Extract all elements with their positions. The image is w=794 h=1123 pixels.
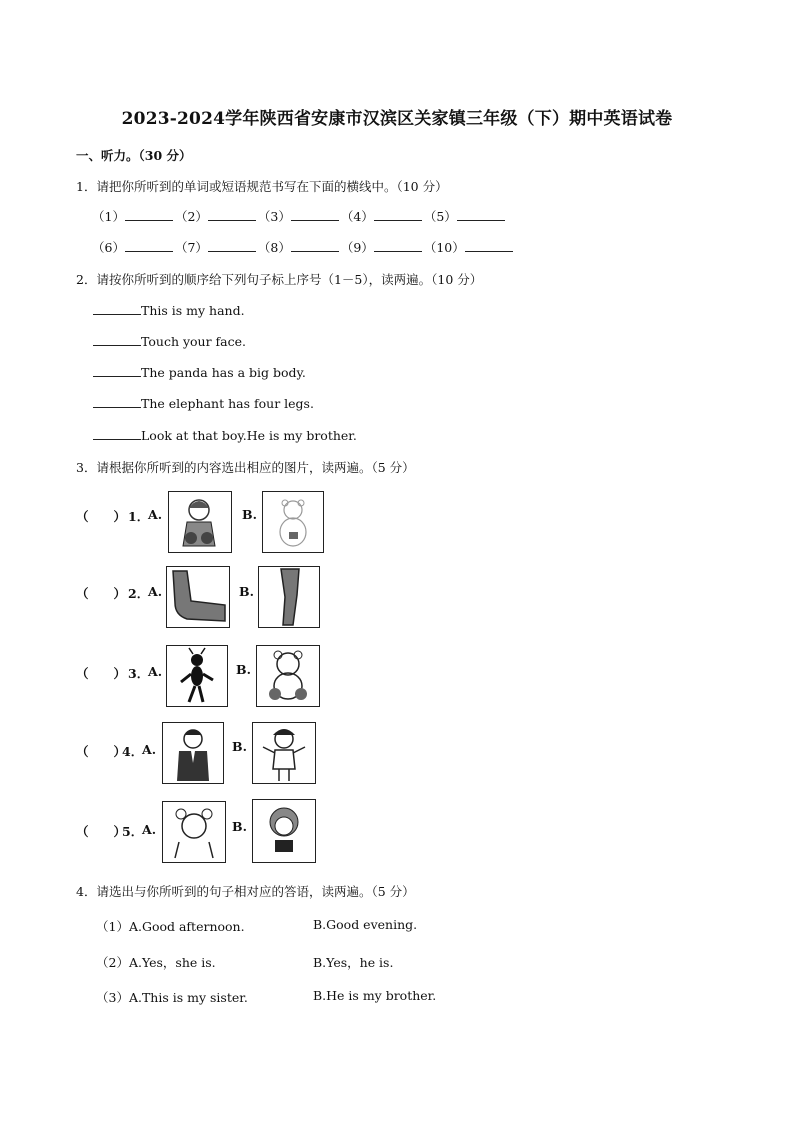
order-blank[interactable] xyxy=(93,364,141,377)
answer-paren[interactable]: （ ） xyxy=(76,509,127,524)
order-blank[interactable] xyxy=(93,427,141,440)
q2-item xyxy=(93,333,246,349)
answer-blank[interactable] xyxy=(374,220,422,221)
option-a[interactable]: A.Yes，she is. xyxy=(128,955,216,970)
q4-number: （3） xyxy=(96,990,129,1005)
q4-number: （2） xyxy=(96,955,129,970)
q2-sentence: Touch your face. xyxy=(141,334,247,349)
option-b-label: B. xyxy=(232,819,247,834)
q2-item xyxy=(93,364,306,380)
q2-item xyxy=(93,427,357,443)
q1-row2 xyxy=(92,238,515,256)
q2-sentence: The elephant has four legs. xyxy=(141,396,314,411)
q2-stem: 2．请按你所听到的顺序给下列句子标上序号（1－5），读两遍。（10 分） xyxy=(76,272,483,287)
answer-blank[interactable] xyxy=(125,220,173,221)
option-a-label: A. xyxy=(142,742,157,757)
q1-blank-label: （7） xyxy=(174,240,208,255)
q2-item xyxy=(93,395,314,411)
q4-number: （1） xyxy=(96,919,129,934)
order-blank[interactable] xyxy=(93,395,141,408)
q4-item xyxy=(96,988,248,1006)
option-b[interactable]: B.Yes，he is. xyxy=(313,955,394,970)
option-b-label: B. xyxy=(239,584,254,599)
boy-icon[interactable] xyxy=(252,722,316,784)
q3-number: 1． xyxy=(128,509,150,524)
leg-icon[interactable] xyxy=(258,566,320,628)
q3-number: 3． xyxy=(128,666,150,681)
option-a[interactable]: A.This is my sister. xyxy=(128,990,248,1005)
girl-waving-icon[interactable] xyxy=(162,801,226,863)
option-a[interactable]: A.Good afternoon. xyxy=(128,919,245,934)
q1-row1 xyxy=(92,207,507,225)
answer-blank[interactable] xyxy=(374,251,422,252)
option-b-label: B. xyxy=(242,507,257,522)
q1-blank-label: （8） xyxy=(257,240,291,255)
q4-item xyxy=(96,917,245,935)
q3-number: 2． xyxy=(128,586,150,601)
option-a-label: A. xyxy=(148,664,163,679)
answer-blank[interactable] xyxy=(125,251,173,252)
option-a-label: A. xyxy=(142,822,157,837)
q1-blank-label: （6） xyxy=(92,240,125,255)
answer-paren[interactable]: （ ） xyxy=(76,744,127,759)
q3-stem: 3．请根据你所听到的内容选出相应的图片，读两遍。（5 分） xyxy=(76,460,415,475)
answer-blank[interactable] xyxy=(291,251,339,252)
option-b[interactable]: B.Good evening. xyxy=(313,917,418,932)
man-icon[interactable] xyxy=(162,722,224,784)
girl-with-bear-icon[interactable] xyxy=(168,491,232,553)
q1-blank-label: （1） xyxy=(92,209,125,224)
answer-paren[interactable]: （ ） xyxy=(76,666,127,681)
q3-number: 4． xyxy=(122,744,144,759)
answer-blank[interactable] xyxy=(208,220,256,221)
answer-blank[interactable] xyxy=(457,220,505,221)
q3-number: 5． xyxy=(122,824,144,839)
curly-boy-icon[interactable] xyxy=(252,799,316,863)
answer-blank[interactable] xyxy=(291,220,339,221)
ant-icon[interactable] xyxy=(166,645,228,707)
arm-icon[interactable] xyxy=(166,566,230,628)
q2-sentence: Look at that boy.He is my brother. xyxy=(141,428,357,443)
option-b-label: B. xyxy=(232,739,247,754)
answer-paren[interactable]: （ ） xyxy=(76,586,127,601)
page-title: 2023-2024学年陕西省安康市汉滨区关家镇三年级（下）期中英语试卷 xyxy=(121,109,673,129)
order-blank[interactable] xyxy=(93,333,141,346)
toy-bear-icon[interactable] xyxy=(262,491,324,553)
q1-blank-label: （2） xyxy=(174,209,208,224)
answer-paren[interactable]: （ ） xyxy=(76,824,127,839)
order-blank[interactable] xyxy=(93,302,141,315)
option-b-label: B. xyxy=(236,662,251,677)
q2-sentence: The panda has a big body. xyxy=(141,365,306,380)
q1-blank-label: （9） xyxy=(340,240,374,255)
q1-blank-label: （5） xyxy=(423,209,457,224)
option-a-label: A. xyxy=(148,584,163,599)
q2-sentence: This is my hand. xyxy=(141,303,245,318)
answer-blank[interactable] xyxy=(465,251,513,252)
q1-blank-label: （3） xyxy=(257,209,291,224)
q1-blank-label: （4） xyxy=(340,209,374,224)
option-a-label: A. xyxy=(148,507,163,522)
q1-blank-label: （10） xyxy=(423,240,465,255)
q1-stem: 1．请把你所听到的单词或短语规范书写在下面的横线中。（10 分） xyxy=(76,179,448,194)
q2-item xyxy=(93,302,245,318)
teddy-bear-icon[interactable] xyxy=(256,645,320,707)
section-heading-listening: 一、听力。（30 分） xyxy=(76,148,192,163)
q4-stem: 4．请选出与你所听到的句子相对应的答语，读两遍。（5 分） xyxy=(76,884,415,899)
option-b[interactable]: B.He is my brother. xyxy=(313,988,437,1003)
answer-blank[interactable] xyxy=(208,251,256,252)
q4-item xyxy=(96,953,216,971)
